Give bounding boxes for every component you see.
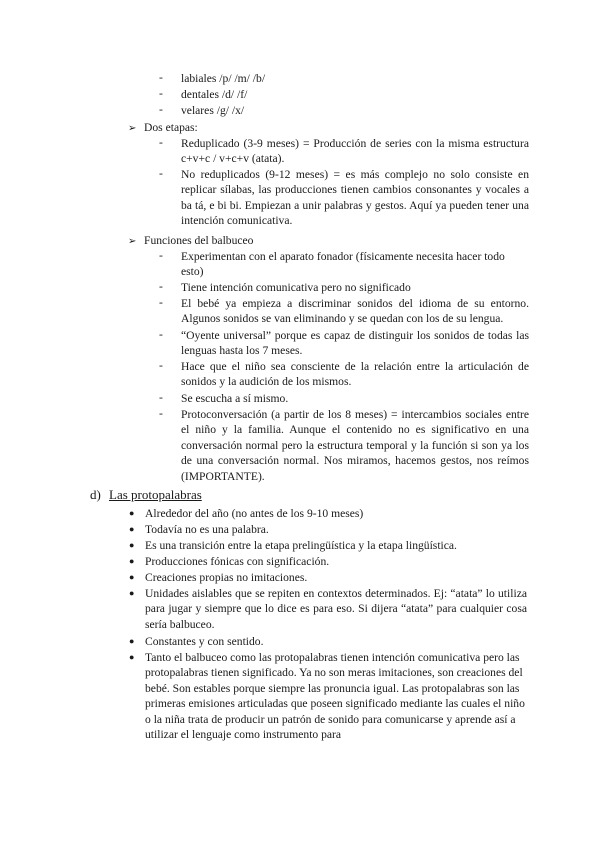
list-item <box>159 249 529 280</box>
bullet-icon: ● <box>129 636 135 646</box>
list-item-text: Todavía no es una palabra. <box>145 523 269 536</box>
list-item-text: labiales /p/ /m/ /b/ <box>181 72 266 85</box>
list-item-text: Producciones fónicas con significación. <box>145 555 330 568</box>
bullet-icon: ● <box>129 524 135 534</box>
bullet-icon: ● <box>129 508 135 518</box>
list-item-text: Tiene intención comunicativa pero no significado <box>181 281 411 294</box>
dash-marker: - <box>159 71 163 84</box>
list-item <box>129 570 527 585</box>
list-item-text: velares /g/ /x/ <box>181 104 245 117</box>
heading-etapas <box>128 120 198 136</box>
heading-text: Dos etapas: <box>144 121 198 134</box>
dash-marker: - <box>159 296 163 309</box>
dash-marker: - <box>159 249 163 262</box>
dash-marker: - <box>159 407 163 420</box>
list-item-text: Tanto el balbuceo como las protopalabras tienen intención comunicativa pero las protopalabras tienen significado. Ya no son meras imitaciones, son creaciones del bebé. Son estables porque siempre las pronuncia igual. Las protopalabras son las primeras emisiones articuladas que poseen significado mediante las cuales el niño o la niña trata de producir un patrón de sonido para comunicarse y aprende así a utilizar el lenguaje como instrumento para <box>145 651 525 742</box>
list-item <box>159 280 529 295</box>
dash-marker: - <box>159 136 163 149</box>
list-item-text: Alrededor del año (no antes de los 9-10 meses) <box>145 507 364 520</box>
list-item <box>159 296 529 327</box>
list-item <box>129 538 527 553</box>
list-item-text: Experimentan con el aparato fonador (físicamente necesita hacer todo esto) <box>181 250 505 279</box>
bullet-icon: ● <box>129 652 135 662</box>
list-item-text: No reduplicados (9-12 meses) = es más complejo no solo consiste en replicar sílabas, las producciones tienen cambios consonantes y vocales a ba tá, e bi bi. Empiezan a unir palabras y gestos. Aquí ya pueden tener una intención comunicativa. <box>181 168 529 228</box>
dash-marker: - <box>159 280 163 293</box>
bullet-icon: ● <box>129 572 135 582</box>
list-item <box>159 87 529 102</box>
list-item <box>159 407 529 484</box>
list-item-text: Se escucha a sí mismo. <box>181 392 289 405</box>
bullet-icon: ● <box>129 588 135 598</box>
list-item <box>129 522 527 537</box>
list-item-text: dentales /d/ /f/ <box>181 88 248 101</box>
dash-marker: - <box>159 359 163 372</box>
list-item <box>129 586 527 632</box>
list-item-text: Es una transición entre la etapa prelingüística y la etapa lingüística. <box>145 539 457 552</box>
list-item-text: “Oyente universal” porque es capaz de distinguir los sonidos de todas las lenguas hasta los 7 meses. <box>181 329 529 358</box>
heading-funciones <box>128 233 253 249</box>
bullet-icon: ● <box>129 540 135 550</box>
dash-marker: - <box>159 167 163 180</box>
list-item-text: Reduplicado (3-9 meses) = Producción de series con la misma estructura c+v+c / v+c+v (atata). <box>181 137 529 166</box>
list-item-text: Constantes y con sentido. <box>145 635 264 648</box>
list-item <box>159 328 529 359</box>
dash-marker: - <box>159 103 163 116</box>
list-item <box>159 167 529 229</box>
list-item <box>129 650 527 742</box>
dash-marker: - <box>159 87 163 100</box>
list-item-text: Hace que el niño sea consciente de la relación entre la articulación de sonidos y la audición de los mismos. <box>181 360 529 389</box>
list-item <box>129 554 527 569</box>
section-title: Las protopalabras <box>109 487 202 502</box>
list-item <box>159 71 529 86</box>
list-item <box>129 634 527 649</box>
list-item <box>159 359 529 390</box>
dash-marker: - <box>159 391 163 404</box>
dash-marker: - <box>159 328 163 341</box>
heading-text: Funciones del balbuceo <box>144 234 254 247</box>
arrow-bullet-icon: ➢ <box>128 123 137 134</box>
list-item-text: El bebé ya empieza a discriminar sonidos del idioma de su entorno. Algunos sonidos se van eliminando y se quedan con los de su lengua. <box>181 297 529 326</box>
section-letter: d) <box>90 487 101 502</box>
list-item-text: Creaciones propias no imitaciones. <box>145 571 308 584</box>
list-item <box>159 136 529 167</box>
list-item-text: Protoconversación (a partir de los 8 meses) = intercambios sociales entre el niño y la familia. Aunque el contenido no es significativo en una conversación normal pero la estructura temporal y la función si son ya los de una conversación normal. Nos miramos, hacemos gestos, nos reímos (IMPORTANTE). <box>181 408 529 483</box>
list-item-text: Unidades aislables que se repiten en contextos determinados. Ej: “atata” lo utiliza para jugar y siempre que lo dice es para eso. Si dijera “atata” para cualquier cosa sería balbuceo. <box>145 587 527 631</box>
bullet-icon: ● <box>129 556 135 566</box>
section-heading <box>90 486 202 504</box>
list-item <box>159 103 529 118</box>
arrow-bullet-icon: ➢ <box>128 236 137 247</box>
list-item <box>129 506 527 521</box>
list-item <box>159 391 529 406</box>
